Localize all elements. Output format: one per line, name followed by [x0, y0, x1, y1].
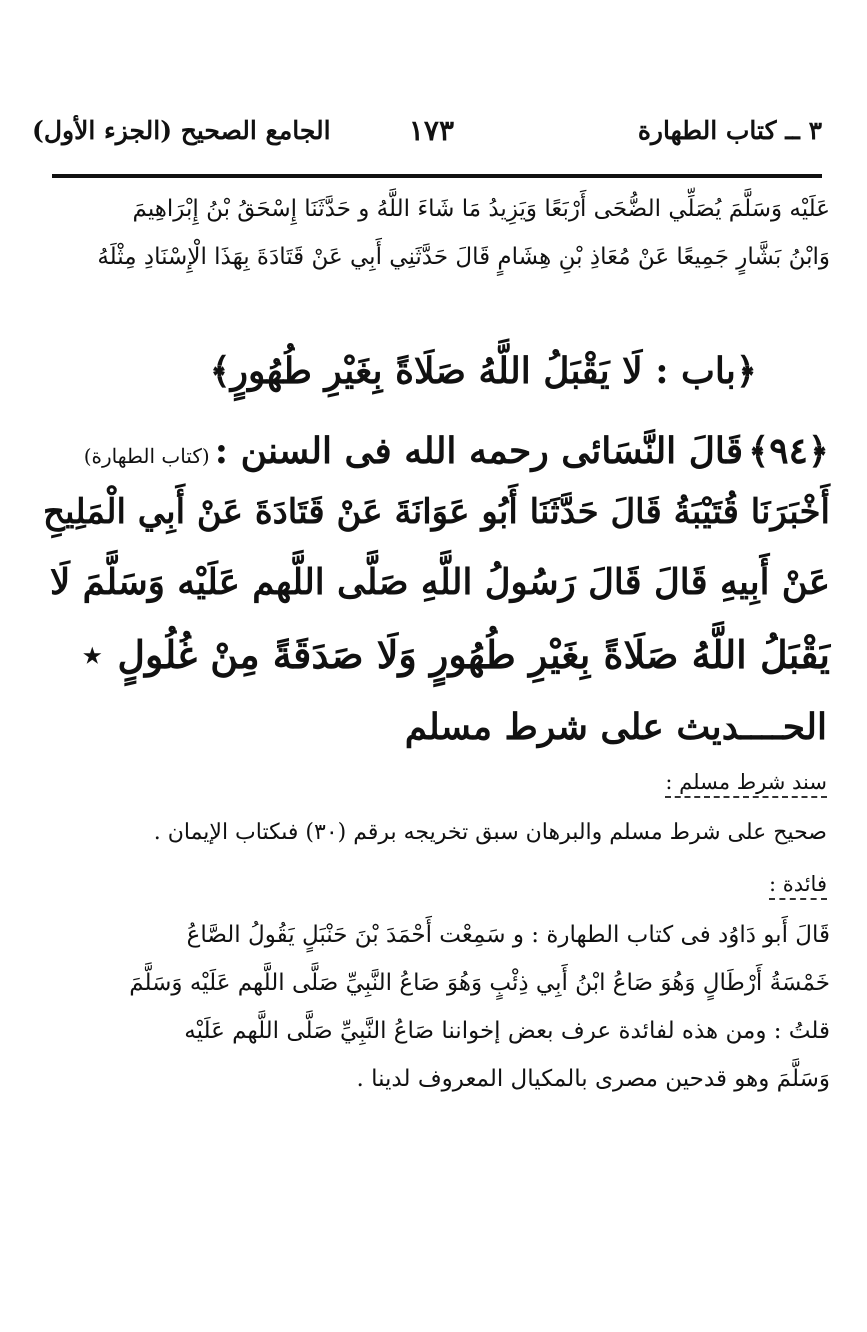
hadith-verdict: الحــــديث على شرط مسلم	[404, 706, 827, 748]
faida-line: قلتُ : ومن هذه لفائدة عرف بعض إخواننا صَاعُ النَّبِيِّ صَلَّى اللَّهم عَلَيْه	[184, 1018, 830, 1044]
continuation-line: عَلَيْه وَسَلَّمَ يُصَلِّي الضُّحَى أَرْبَعًا وَيَزِيدُ مَا شَاءَ اللَّهُ و حَدَّثَنَا إِسْحَقُ بْنُ إِبْرَاهِيمَ	[132, 196, 830, 222]
sanad-text: صحيح على شرط مسلم والبرهان سبق تخريجه برقم (٣٠) فىكتاب الإيمان .	[153, 820, 827, 845]
page-number: ١٧٣	[408, 114, 454, 147]
chapter-title: ٣ ــ كتاب الطهارة	[637, 116, 822, 145]
header-rule	[52, 174, 822, 178]
continuation-line: وَابْنُ بَشَّارٍ جَمِيعًا عَنْ مُعَاذِ بْنِ هِشَامٍ قَالَ حَدَّثَنِي أَبِي عَنْ قَتَادَةَ بِهَذَا الْإِسْنَادِ مِثْلَهُ	[97, 244, 830, 270]
hadith-source-intro: قَالَ النَّسَائى رحمه الله فى السنن :	[214, 430, 744, 472]
running-header	[32, 116, 822, 156]
book-title: الجامع الصحيح (الجزء الأول)	[32, 116, 331, 145]
matn-line: أَخْبَرَنَا قُتَيْبَةُ قَالَ حَدَّثَنَا أَبُو عَوَانَةَ عَنْ قَتَادَةَ عَنْ أَبِي الْمَلِيحِ	[43, 492, 830, 532]
continuation-text	[40, 196, 830, 296]
faida-line: خَمْسَةُ أَرْطَالٍ وَهُوَ صَاعُ ابْنُ أَبِي ذِئْبٍ وَهُوَ صَاعُ النَّبِيِّ صَلَّى اللَّهم عَلَيْه وَسَلَّمَ	[129, 970, 830, 996]
matn-line: عَنْ أَبِيهِ قَالَ قَالَ رَسُولُ اللَّهِ صَلَّى اللَّهم عَلَيْه وَسَلَّمَ لَا	[49, 562, 830, 603]
hadith-source-book: (كتاب الطهارة)	[83, 444, 210, 468]
faida-line: وَسَلَّمَ وهو قدحين مصرى بالمكيال المعروف لدينا .	[356, 1066, 830, 1092]
sanad-label: سند شرط مسلم :	[665, 770, 827, 798]
matn-line: يَقْبَلُ اللَّهُ صَلَاةً بِغَيْرِ طُهُورٍ وَلَا صَدَقَةً مِنْ غُلُولٍ ⋆	[80, 632, 830, 677]
faida-text	[40, 922, 830, 1122]
bab-heading: ﴿باب : لَا يَقْبَلُ اللَّهُ صَلَاةً بِغَيْرِ طُهُورٍ﴾	[209, 350, 757, 392]
hadith-number: ﴿٩٤﴾	[748, 430, 829, 472]
hadith-heading	[84, 430, 829, 472]
faida-line: قَالَ أَبو دَاوُد فى كتاب الطهارة : و سَمِعْت أَحْمَدَ بْنَ حَنْبَلٍ يَقُولُ الصَّاعُ	[186, 922, 830, 948]
faida-label: فائدة :	[769, 872, 827, 900]
